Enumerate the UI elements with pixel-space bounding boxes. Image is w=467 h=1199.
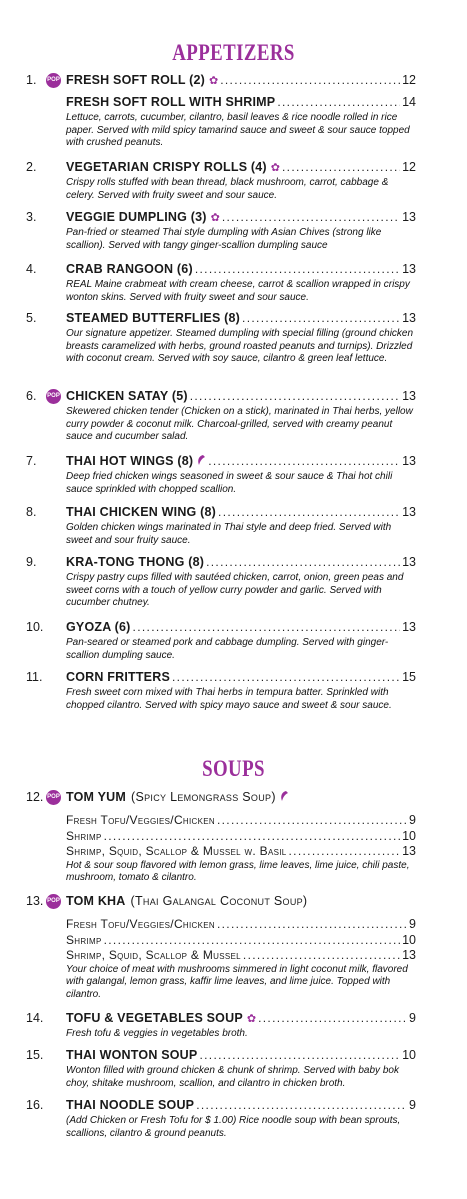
leader-dots	[243, 948, 400, 962]
leader-dots	[199, 1048, 400, 1062]
menu-item-11	[26, 670, 416, 712]
menu-item-5	[26, 311, 416, 366]
item-number: 5.	[26, 311, 37, 325]
flower-icon: ✿	[210, 212, 220, 224]
option-label: Fresh Tofu/Veggies/Chicken	[66, 917, 215, 931]
item-number: 13.	[26, 894, 44, 908]
item-number: 1.	[26, 73, 37, 87]
popular-badge-icon: POP	[46, 894, 61, 909]
leader-dots	[104, 933, 401, 947]
item-price: 12	[402, 73, 416, 87]
soups-heading: SOUPS	[202, 756, 265, 781]
item-name: CRAB RANGOON (6)	[66, 262, 193, 276]
item-name: THAI NOODLE SOUP	[66, 1098, 195, 1112]
chili-icon	[280, 791, 289, 802]
soup-option	[66, 829, 416, 845]
menu-item-6	[26, 389, 416, 444]
leader-dots	[217, 813, 407, 827]
option-label: Shrimp	[66, 828, 102, 843]
item-description: Skewered chicken tender (Chicken on a stick), marinated in Thai herbs, yellow curry powder & coconut milk. Charcoal-grilled, served with creamy peanut sauce and cucumber salad.	[66, 406, 413, 443]
leader-dots	[196, 1098, 407, 1112]
item-name: TOFU & VEGETABLES SOUP	[66, 1011, 243, 1025]
item-number: 16.	[26, 1098, 44, 1112]
item-price: 10	[402, 1048, 416, 1062]
item-name: THAI WONTON SOUP	[66, 1048, 198, 1062]
item-number: 12.	[26, 790, 44, 804]
item-description: Golden chicken wings marinated in Thai style and deep fried. Served with sweet and sour fruity sauce.	[66, 522, 392, 546]
soup-option	[66, 844, 416, 860]
item-name: THAI CHICKEN WING (8)	[66, 505, 217, 519]
soup-option	[66, 948, 416, 964]
item-price: 13	[402, 555, 416, 569]
popular-badge-icon: POP	[46, 790, 61, 805]
item-description: (Add Chicken or Fresh Tofu for $ 1.00) Rice noodle soup with bean sprouts, scallions, cilantro & ground peanuts.	[66, 1115, 401, 1139]
item-name: CHICKEN SATAY (5)	[66, 389, 188, 403]
leader-dots	[220, 73, 400, 87]
item-number: 8.	[26, 505, 37, 519]
item-number: 6.	[26, 389, 37, 403]
chili-icon	[197, 455, 206, 466]
leader-dots	[190, 389, 400, 403]
option-price: 13	[402, 844, 416, 858]
item-sub-name: FRESH SOFT ROLL WITH SHRIMP	[66, 95, 276, 109]
option-price: 10	[402, 932, 416, 947]
item-price: 12	[402, 160, 416, 174]
item-price: 13	[402, 210, 416, 224]
item-description: Our signature appetizer. Steamed dumpling with special filling (ground chicken breasts caramelized with herbs, ground roasted peanuts and turnips). Drizzled with coconut cream. Served with soy sauce, cilantro & green leaf lettuce.	[66, 328, 414, 365]
item-number: 9.	[26, 555, 37, 569]
leader-dots	[258, 1011, 407, 1025]
item-description: Pan-seared or steamed pork and cabbage dumpling. Served with ginger-scallion dumpling sauce.	[66, 637, 389, 661]
item-description: Your choice of meat with mushrooms simmered in light coconut milk, flavored with galangal, lemon grass, kaffir lime leaves, and lime juice. Topped with cilantro.	[66, 963, 408, 1000]
flower-icon: ✿	[209, 75, 219, 87]
leader-dots	[217, 917, 407, 931]
item-description: Deep fried chicken wings seasoned in sweet & sour sauce & Thai hot chili sauce sprinkled with chopped scallion.	[66, 471, 393, 495]
item-number: 3.	[26, 210, 37, 224]
item-name: FRESH SOFT ROLL (2)	[66, 73, 205, 87]
menu-item-7	[26, 454, 416, 496]
menu-item-2	[26, 160, 416, 202]
item-number: 4.	[26, 262, 37, 276]
item-number: 15.	[26, 1048, 44, 1062]
item-price: 13	[402, 311, 416, 325]
option-label: Shrimp, Squid, Scallop & Mussel w. Basil	[66, 844, 287, 858]
flower-icon: ✿	[246, 1013, 257, 1025]
item-description: Crispy rolls stuffed with bean thread, black mushroom, carrot, cabbage & celery. Served with fruity sweet and sour sauce.	[66, 177, 389, 201]
item-name: KRA-TONG THONG (8)	[66, 555, 205, 569]
menu-item-9	[26, 555, 416, 610]
option-price: 9	[409, 917, 416, 931]
leader-dots	[218, 505, 400, 519]
item-description: REAL Maine crabmeat with cream cheese, carrot & scallion wrapped in crispy wonton skins. Served with fruity sweet and sour sauce.	[66, 279, 410, 303]
leader-dots	[289, 844, 401, 858]
soup-option	[66, 933, 416, 949]
item-description: Wonton filled with ground chicken & chunk of shrimp. Served with baby bok choy, shitake mushroom, scallion, and cilantro in chicken broth.	[66, 1065, 399, 1089]
popular-badge-icon: POP	[46, 389, 61, 404]
item-number: 11.	[26, 670, 43, 684]
leader-dots	[206, 555, 400, 569]
menu-item-3	[26, 210, 416, 252]
item-price: 9	[409, 1011, 416, 1025]
menu-item-16	[26, 1098, 416, 1140]
leader-dots	[208, 454, 400, 468]
item-name: STEAMED BUTTERFLIES (8)	[66, 311, 241, 325]
menu-item-12	[26, 790, 416, 885]
option-price: 9	[409, 813, 416, 827]
option-label: Shrimp, Squid, Scallop & Mussel	[66, 948, 241, 962]
leader-dots	[195, 262, 400, 276]
item-price: 13	[402, 454, 416, 468]
item-price: 9	[409, 1098, 416, 1112]
item-description: Lettuce, carrots, cucumber, cilantro, basil leaves & rice noodle rolled in rice paper. Served with mild spicy tamarind sauce and sweet & sour sauce topped with crushed peanuts.	[66, 112, 410, 149]
option-price: 10	[402, 828, 416, 843]
item-description: Pan-fried or steamed Thai style dumpling with Asian Chives (strong like scallion). Served with tangy ginger-scallion dumpling sauce	[66, 227, 382, 251]
item-name-extra: (Spicy Lemongrass Soup)	[130, 790, 276, 804]
menu-item-14	[26, 1011, 416, 1041]
item-price: 13	[402, 389, 416, 403]
option-price: 13	[402, 948, 416, 962]
appetizers-heading: APPETIZERS	[172, 40, 295, 65]
leader-dots	[104, 829, 401, 843]
soup-option	[66, 813, 416, 829]
item-name: THAI HOT WINGS (8)	[66, 454, 194, 468]
leader-dots	[222, 210, 400, 224]
option-label: Shrimp	[66, 932, 102, 947]
item-name: TOM KHA	[66, 894, 126, 908]
menu-item-15	[26, 1048, 416, 1090]
menu-item-10	[26, 620, 416, 662]
item-number: 10.	[26, 620, 44, 634]
menu-item-1	[26, 73, 416, 150]
soup-option	[66, 917, 416, 933]
item-number: 7.	[26, 454, 37, 468]
item-price: 13	[402, 262, 416, 276]
item-name: CORN FRITTERS	[66, 670, 170, 684]
flower-icon: ✿	[270, 162, 281, 174]
leader-dots	[242, 311, 400, 325]
item-description: Crispy pastry cups filled with sautéed chicken, carrot, onion, green peas and sweet corns with a touch of yellow curry powder and garlic. Served with cucumber chutney.	[66, 572, 404, 609]
item-price: 13	[402, 620, 416, 634]
item-name: TOM YUM	[66, 790, 126, 804]
item-description: Fresh tofu & veggies in vegetables broth.	[66, 1028, 248, 1039]
item-price: 13	[402, 505, 416, 519]
item-sub-price: 14	[402, 95, 416, 109]
item-name: GYOZA (6)	[66, 620, 131, 634]
item-name: VEGGIE DUMPLING (3)	[66, 210, 207, 224]
item-description: Fresh sweet corn mixed with Thai herbs in tempura batter. Sprinkled with chopped cilantro. Served with spicy mayo sauce and sweet & sour sauce.	[66, 687, 392, 711]
menu-item-4	[26, 262, 416, 304]
option-label: Fresh Tofu/Veggies/Chicken	[66, 813, 215, 827]
item-name-extra: (Thai Galangal Coconut Soup)	[130, 894, 308, 908]
item-number: 14.	[26, 1011, 44, 1025]
menu-item-13	[26, 894, 416, 1001]
leader-dots	[172, 670, 400, 684]
menu-item-8	[26, 505, 416, 547]
item-name: VEGETARIAN CRISPY ROLLS (4)	[66, 160, 267, 174]
leader-dots	[277, 95, 400, 109]
item-price: 15	[402, 670, 416, 684]
popular-badge-icon: POP	[46, 73, 61, 88]
item-description: Hot & sour soup flavored with lemon grass, lime leaves, lime juice, chili paste, mushroom, tomato & cilantro.	[66, 859, 410, 884]
leader-dots	[282, 160, 400, 174]
leader-dots	[133, 620, 401, 634]
item-number: 2.	[26, 160, 37, 174]
